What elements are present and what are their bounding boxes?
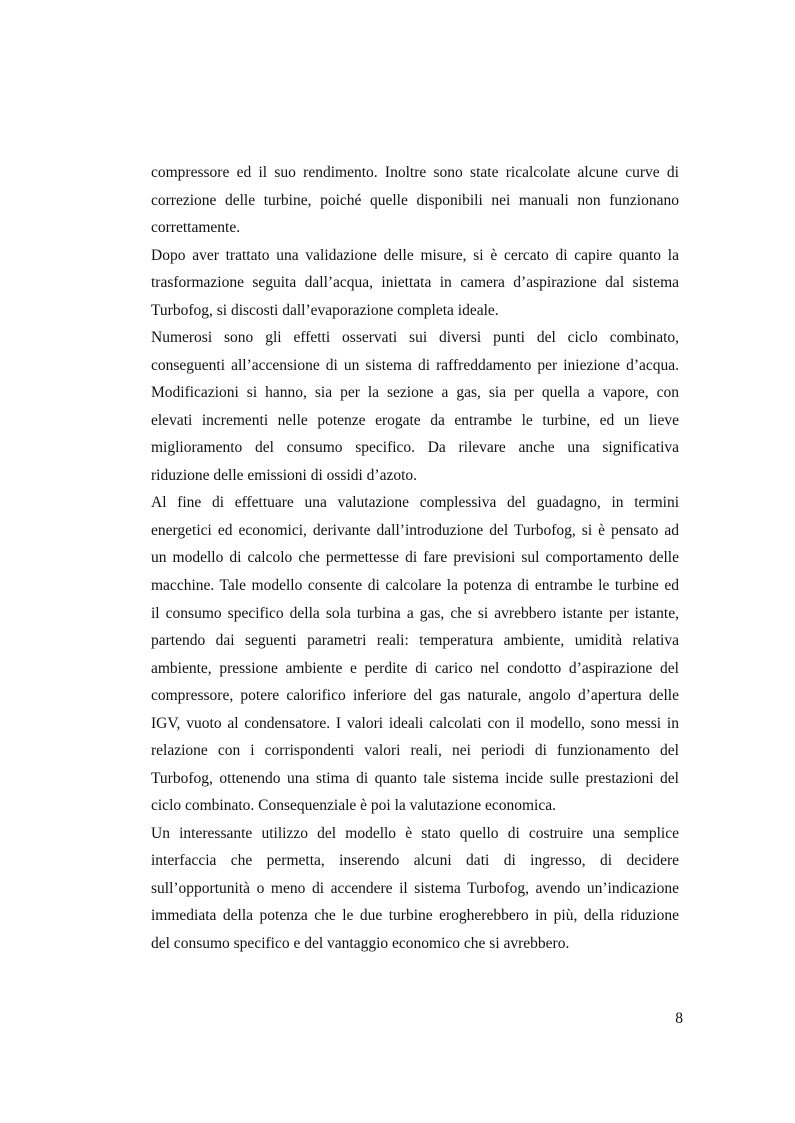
text-line: ciclo combinato. Consequenziale è poi la valutazione economica. xyxy=(151,797,556,815)
text-line: elevati incrementi nelle potenze erogate da entrambe le turbine, ed un lieve xyxy=(151,411,679,429)
text-line: un modello di calcolo che permettesse di fare previsioni sul comportamento delle xyxy=(151,549,679,567)
text-line: Dopo aver trattato una validazione delle misure, si è cercato di capire quanto la xyxy=(151,246,679,264)
text-line: compressore, potere calorifico inferiore del gas naturale, angolo d’apertura delle xyxy=(151,687,679,705)
text-line: Turbofog, ottenendo una stima di quanto tale sistema incide sulle prestazioni del xyxy=(151,769,679,787)
text-line: correzione delle turbine, poiché quelle disponibili nei manuali non funzionano xyxy=(151,191,679,209)
text-line: miglioramento del consumo specifico. Da rilevare anche una significativa xyxy=(151,439,679,457)
paragraph xyxy=(151,820,679,958)
text-line: ambiente, pressione ambiente e perdite di carico nel condotto d’aspirazione del xyxy=(151,659,679,677)
text-line: interfaccia che permetta, inserendo alcuni dati di ingresso, di decidere xyxy=(151,852,679,870)
text-line: IGV, vuoto al condensatore. I valori ideali calcolati con il modello, sono messi in xyxy=(151,714,679,732)
body-text xyxy=(151,159,679,957)
text-line: sull’opportunità o meno di accendere il sistema Turbofog, avendo un’indicazione xyxy=(151,879,679,897)
text-line: immediata della potenza che le due turbine erogherebbero in più, della riduzione xyxy=(151,907,679,925)
text-line: Modificazioni si hanno, sia per la sezione a gas, sia per quella a vapore, con xyxy=(151,384,679,402)
text-line: conseguenti all’accensione di un sistema di raffreddamento per iniezione d’acqua. xyxy=(151,356,679,374)
text-line: Numerosi sono gli effetti osservati sui diversi punti del ciclo combinato, xyxy=(151,329,679,347)
text-line: partendo dai seguenti parametri reali: temperatura ambiente, umidità relativa xyxy=(151,632,679,650)
text-line: energetici ed economici, derivante dall’introduzione del Turbofog, si è pensato ad xyxy=(151,521,679,539)
text-line: riduzione delle emissioni di ossidi d’azoto. xyxy=(151,466,418,484)
paragraph xyxy=(151,159,679,242)
text-line: Un interessante utilizzo del modello è stato quello di costruire una semplice xyxy=(151,824,679,842)
paragraph xyxy=(151,489,679,819)
text-line: del consumo specifico e del vantaggio economico che si avrebbero. xyxy=(151,934,570,952)
page-number: 8 xyxy=(675,1010,683,1027)
text-line: correttamente. xyxy=(151,219,241,237)
text-line: macchine. Tale modello consente di calcolare la potenza di entrambe le turbine ed xyxy=(151,576,679,594)
paragraph xyxy=(151,324,679,489)
paragraph xyxy=(151,242,679,325)
text-line: trasformazione seguita dall’acqua, iniettata in camera d’aspirazione dal sistema xyxy=(151,274,679,292)
text-line: Al fine di effettuare una valutazione complessiva del guadagno, in termini xyxy=(151,494,679,512)
text-line: relazione con i corrispondenti valori reali, nei periodi di funzionamento del xyxy=(151,742,679,760)
text-line: compressore ed il suo rendimento. Inoltre sono state ricalcolate alcune curve di xyxy=(151,164,679,181)
text-line: Turbofog, si discosti dall’evaporazione completa ideale. xyxy=(151,301,499,319)
text-line: il consumo specifico della sola turbina a gas, che si avrebbero istante per istante, xyxy=(151,604,679,622)
